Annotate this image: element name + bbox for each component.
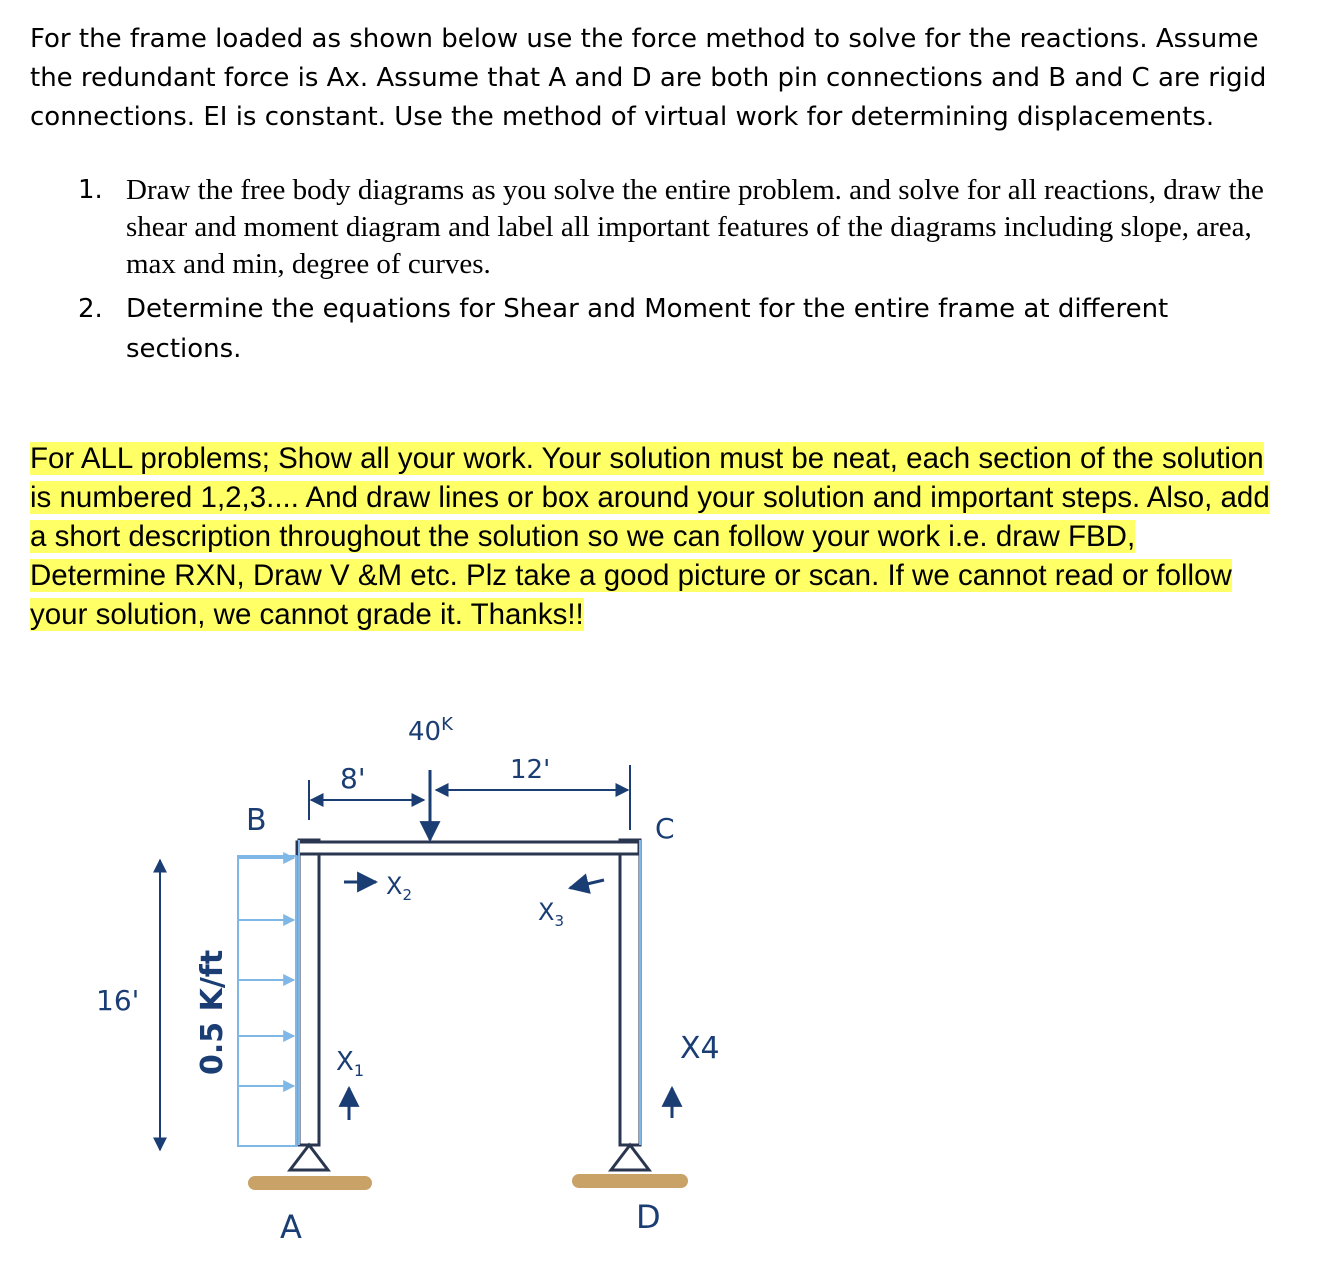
ground-a (248, 1176, 372, 1190)
dimension-8ft-label: 8' (340, 762, 366, 795)
distributed-load (238, 856, 296, 1146)
task-item-1 (78, 172, 1278, 283)
distributed-load-label: 0.5 K/ft (195, 949, 230, 1075)
dimension-12ft-label: 12' (510, 755, 551, 785)
column-cd (620, 840, 640, 1145)
grading-notice (30, 439, 1270, 634)
task-text-1: Draw the free body diagrams as you solve the entire problem. and solve for all reactions, draw the shear and moment diagram and label all important features of the diagrams including slope, area, max and min, degree of curves. (126, 174, 1264, 280)
task-number-2: 2. (78, 294, 103, 324)
ground-d (572, 1174, 688, 1188)
x1-label: $X_1$ (336, 1047, 364, 1080)
beam-bc (297, 842, 639, 854)
x2-label: $X_2$ (386, 872, 412, 904)
x4-label: X4 (680, 1031, 720, 1066)
joint-c-label: C (655, 812, 675, 845)
support-a-label: A (280, 1208, 302, 1246)
pin-support-a (248, 1145, 372, 1190)
task-text-2: Determine the equations for Shear and Moment for the entire frame at different sections. (126, 294, 1169, 364)
point-load-label: $40^K$ (408, 714, 453, 747)
x3-arrow (570, 880, 604, 888)
joint-b-label: B (246, 803, 267, 838)
task-list (78, 172, 1278, 369)
support-d-label: D (636, 1198, 661, 1236)
height-label: 16' (96, 984, 140, 1017)
task-number-1: 1. (78, 175, 103, 205)
column-ab (299, 840, 319, 1145)
pin-support-d (572, 1145, 688, 1188)
x3-label: $X_3$ (538, 898, 564, 930)
task-item-2 (78, 289, 1278, 369)
frame-diagram (0, 680, 1324, 1268)
problem-statement: For the frame loaded as shown below use the force method to solve for the reactions. Assume the redundant force is Ax. Assume that A and D are both pin connections and B and C are rigid connections. EI is constant. Use the method of virtual work for determining displacements. (30, 24, 1267, 132)
highlighted-notice-text: For ALL problems; Show all your work. Your solution must be neat, each section of the solution is numbered 1,2,3.... And draw lines or box around your solution and important steps. Also, add a short description throughout the solution so we can follow your work i.e. draw FBD, Determine RXN, Draw V &M etc. Plz take a good picture or scan. If we cannot read or follow your solution, we cannot grade it. Thanks!! (30, 442, 1270, 631)
